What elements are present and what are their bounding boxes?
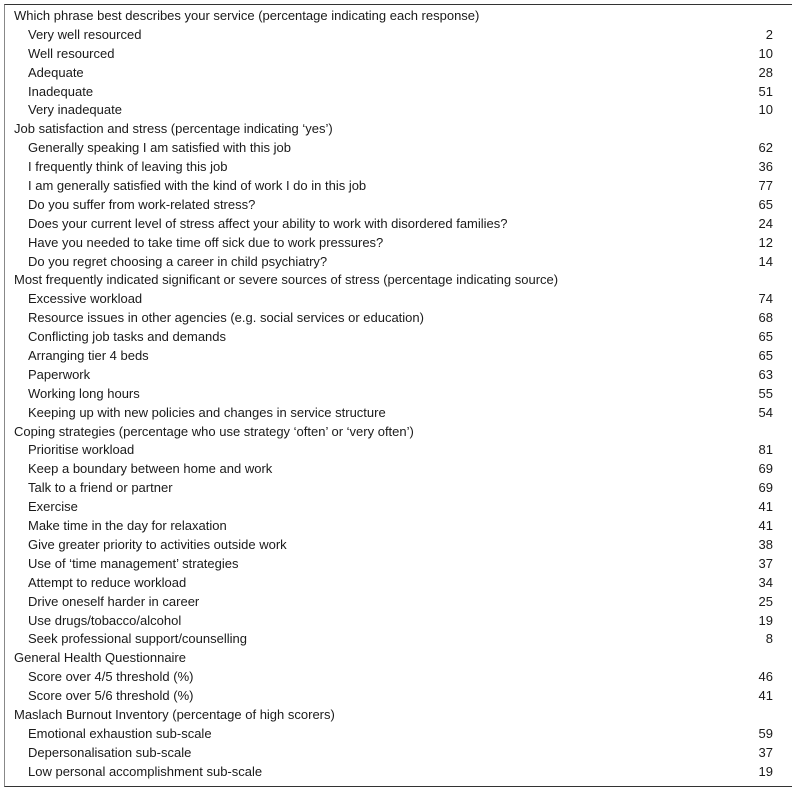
row-value: 25 xyxy=(758,593,773,609)
table-row xyxy=(5,744,792,763)
table-row xyxy=(5,290,792,309)
row-label: Inadequate xyxy=(28,83,94,99)
row-value: 65 xyxy=(758,196,773,212)
row-label: Conflicting job tasks and demands xyxy=(28,329,227,345)
row-label: Attempt to reduce workload xyxy=(28,574,187,590)
table-row xyxy=(5,234,792,253)
row-value: 8 xyxy=(765,631,773,647)
row-label: Do you regret choosing a career in child psychiatry? xyxy=(28,253,328,269)
row-value: 77 xyxy=(758,178,773,194)
row-value: 19 xyxy=(758,763,773,779)
row-label: Score over 5/6 threshold (%) xyxy=(28,688,194,704)
section-heading xyxy=(5,271,792,290)
row-label: Exercise xyxy=(28,499,78,515)
row-value: 68 xyxy=(758,310,773,326)
table-row xyxy=(5,460,792,479)
table-row xyxy=(5,347,792,366)
row-value: 10 xyxy=(758,102,773,118)
row-value: 51 xyxy=(758,83,773,99)
row-label: Do you suffer from work-related stress? xyxy=(28,196,256,212)
row-label: Make time in the day for relaxation xyxy=(28,518,227,534)
row-label: Keep a boundary between home and work xyxy=(28,461,273,477)
row-value: 19 xyxy=(758,612,773,628)
row-label: Very inadequate xyxy=(28,102,122,118)
row-label: Well resourced xyxy=(28,45,115,61)
row-label: Use of ‘time management’ strategies xyxy=(28,555,239,571)
table-row xyxy=(5,612,792,631)
row-label: Arranging tier 4 beds xyxy=(28,348,149,364)
table-row xyxy=(5,668,792,687)
table-row xyxy=(5,385,792,404)
row-value: 28 xyxy=(758,64,773,80)
section-title: Coping strategies (percentage who use strategy ‘often’ or ‘very often’) xyxy=(14,423,414,439)
row-label: Very well resourced xyxy=(28,26,142,42)
section-heading xyxy=(5,120,792,139)
section-heading xyxy=(5,423,792,442)
table-row xyxy=(5,83,792,102)
row-value: 2 xyxy=(765,26,773,42)
row-value: 55 xyxy=(758,385,773,401)
table-row xyxy=(5,64,792,83)
row-value: 59 xyxy=(758,725,773,741)
row-label: Score over 4/5 threshold (%) xyxy=(28,669,194,685)
section-title: Maslach Burnout Inventory (percentage of high scorers) xyxy=(14,706,335,722)
table-row xyxy=(5,555,792,574)
row-label: Keeping up with new policies and changes in service structure xyxy=(28,404,386,420)
table-row xyxy=(5,536,792,555)
row-value: 10 xyxy=(758,45,773,61)
row-label: Generally speaking I am satisfied with this job xyxy=(28,140,292,156)
table-row xyxy=(5,328,792,347)
row-value: 81 xyxy=(758,442,773,458)
table-row xyxy=(5,498,792,517)
row-value: 24 xyxy=(758,215,773,231)
table-row xyxy=(5,479,792,498)
row-value: 69 xyxy=(758,461,773,477)
row-label: Drive oneself harder in career xyxy=(28,593,200,609)
table-row xyxy=(5,215,792,234)
row-label: Emotional exhaustion sub-scale xyxy=(28,725,212,741)
row-value: 37 xyxy=(758,744,773,760)
row-value: 34 xyxy=(758,574,773,590)
row-value: 65 xyxy=(758,348,773,364)
row-label: Talk to a friend or partner xyxy=(28,480,173,496)
row-value: 41 xyxy=(758,518,773,534)
row-label: Have you needed to take time off sick due to work pressures? xyxy=(28,234,384,250)
section-title: Most frequently indicated significant or severe sources of stress (percentage indicating source) xyxy=(14,272,559,288)
table-row xyxy=(5,139,792,158)
row-value: 46 xyxy=(758,669,773,685)
table-row xyxy=(5,517,792,536)
row-label: Does your current level of stress affect your ability to work with disordered families? xyxy=(28,215,508,231)
row-value: 41 xyxy=(758,688,773,704)
section-title: General Health Questionnaire xyxy=(14,650,186,666)
row-label: Low personal accomplishment sub-scale xyxy=(28,763,263,779)
row-label: Seek professional support/counselling xyxy=(28,631,247,647)
section-heading xyxy=(5,706,792,725)
section-heading xyxy=(5,7,792,26)
row-value: 63 xyxy=(758,366,773,382)
row-value: 37 xyxy=(758,555,773,571)
row-label: Adequate xyxy=(28,64,84,80)
row-label: Use drugs/tobacco/alcohol xyxy=(28,612,182,628)
table-row xyxy=(5,158,792,177)
row-label: Depersonalisation sub-scale xyxy=(28,744,192,760)
row-label: I frequently think of leaving this job xyxy=(28,159,228,175)
table-row xyxy=(5,366,792,385)
row-label: Excessive workload xyxy=(28,291,143,307)
table-row xyxy=(5,196,792,215)
table-row xyxy=(5,101,792,120)
table-row xyxy=(5,593,792,612)
table-row xyxy=(5,26,792,45)
row-value: 62 xyxy=(758,140,773,156)
row-value: 69 xyxy=(758,480,773,496)
section-title: Job satisfaction and stress (percentage indicating ‘yes’) xyxy=(14,121,333,137)
section-heading xyxy=(5,649,792,668)
table-row xyxy=(5,177,792,196)
row-value: 38 xyxy=(758,536,773,552)
table-row xyxy=(5,253,792,272)
survey-results-table xyxy=(4,4,792,787)
table-row xyxy=(5,574,792,593)
section-title: Which phrase best describes your service (percentage indicating each response) xyxy=(14,8,480,23)
table-row xyxy=(5,763,792,782)
table-row xyxy=(5,630,792,649)
row-value: 41 xyxy=(758,499,773,515)
row-label: Paperwork xyxy=(28,366,91,382)
table-body xyxy=(5,7,792,782)
row-label: Working long hours xyxy=(28,385,140,401)
table-row xyxy=(5,309,792,328)
row-value: 74 xyxy=(758,291,773,307)
table-row xyxy=(5,687,792,706)
table-row xyxy=(5,404,792,423)
table-row xyxy=(5,45,792,64)
row-label: I am generally satisfied with the kind of work I do in this job xyxy=(28,178,367,194)
row-value: 36 xyxy=(758,159,773,175)
table-row xyxy=(5,725,792,744)
row-value: 65 xyxy=(758,329,773,345)
row-value: 14 xyxy=(758,253,773,269)
table-row xyxy=(5,441,792,460)
row-label: Resource issues in other agencies (e.g. social services or education) xyxy=(28,310,424,326)
row-label: Give greater priority to activities outside work xyxy=(28,536,287,552)
row-label: Prioritise workload xyxy=(28,442,135,458)
row-value: 12 xyxy=(758,234,773,250)
row-value: 54 xyxy=(758,404,773,420)
